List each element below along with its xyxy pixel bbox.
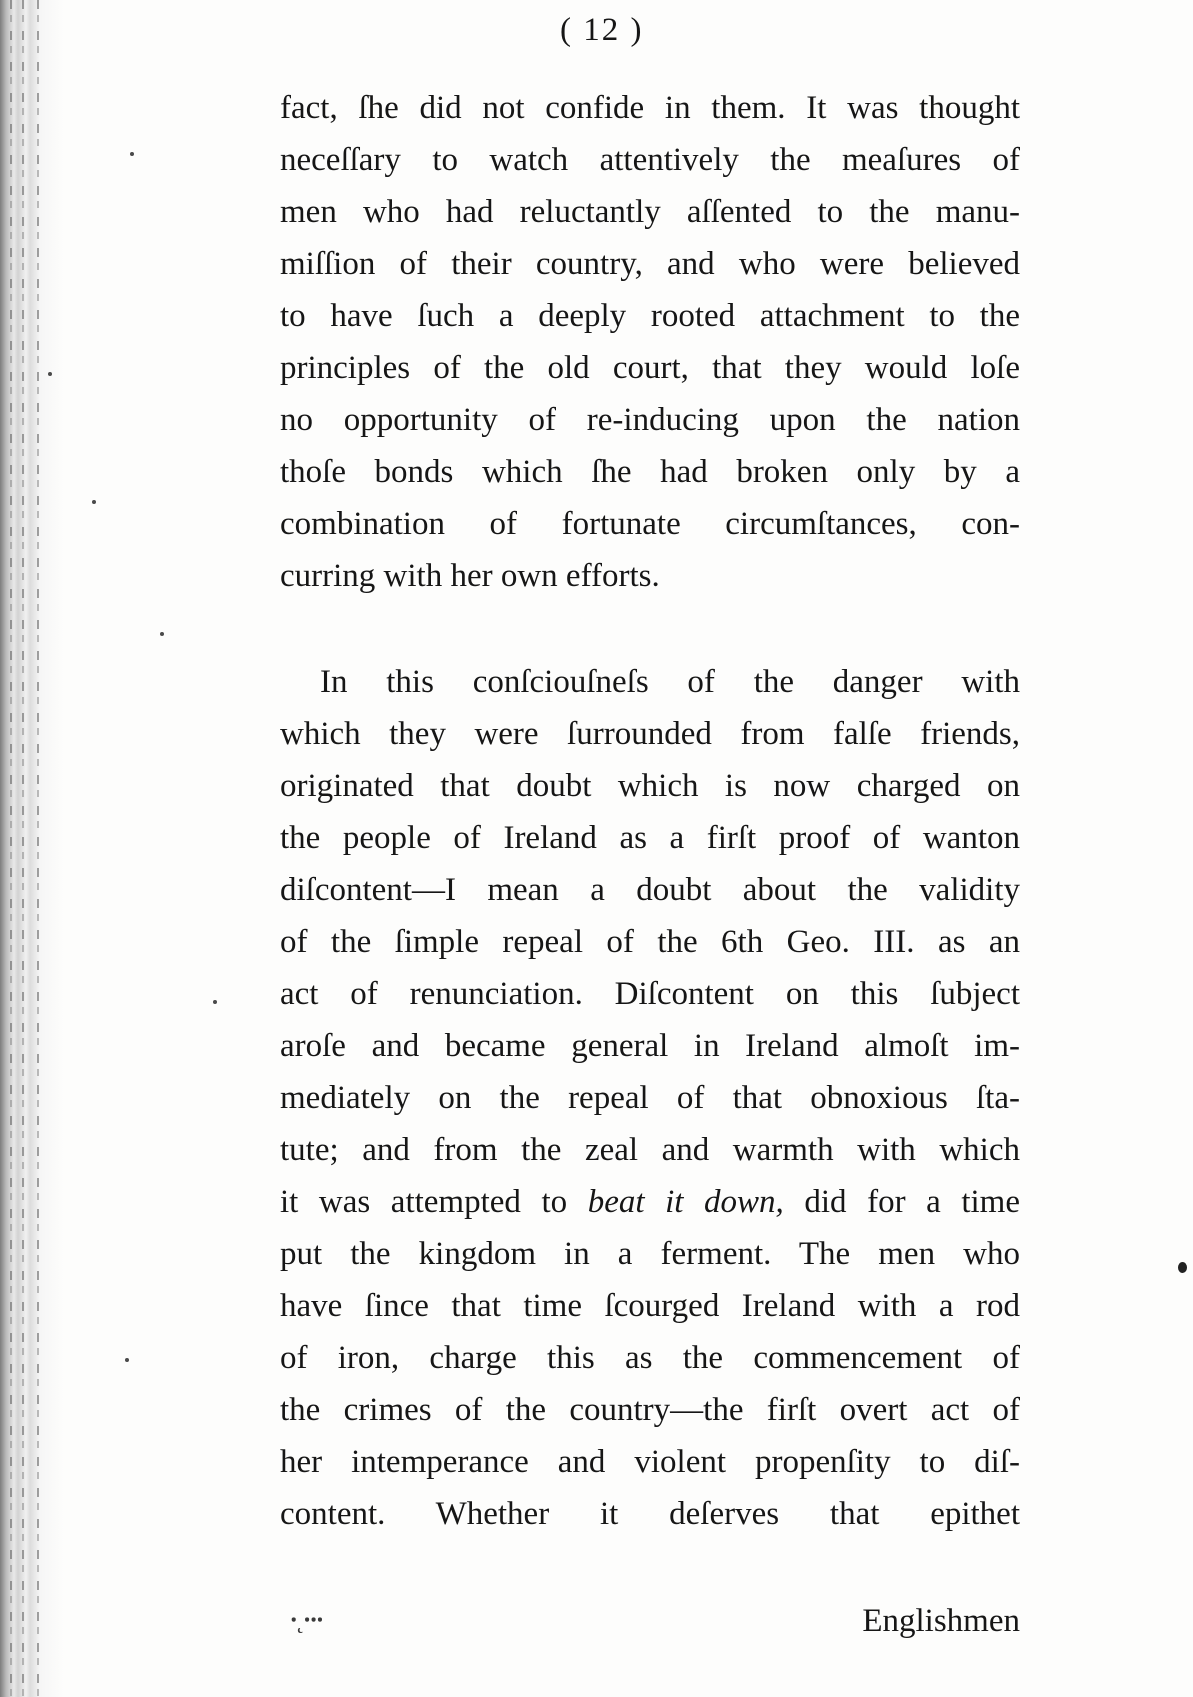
ink-speck	[213, 1000, 217, 1004]
ink-speck	[125, 1358, 129, 1362]
ink-speck	[130, 152, 134, 156]
text-line: thoſe bonds which ſhe had broken only by a	[280, 454, 1020, 490]
ink-speck	[92, 500, 96, 504]
text-line: originated that doubt which is now charged on	[280, 768, 1020, 804]
paragraph-2	[280, 656, 1020, 1540]
text-line: put the kingdom in a ferment. The men who	[280, 1236, 1020, 1272]
text-line: miſſion of their country, and who were believed	[280, 246, 1020, 282]
text-line: of iron, charge this as the commencement of	[280, 1340, 1020, 1376]
text-segment: it was attempted to	[280, 1184, 588, 1220]
text-line: combination of fortunate circumſtances, con-	[280, 506, 1020, 542]
text-line: the people of Ireland as a firſt proof of wanton	[280, 820, 1020, 856]
text-line: of the ſimple repeal of the 6th Geo. III. as an	[280, 924, 1020, 960]
catchword: Englishmen	[862, 1603, 1020, 1639]
text-line: tute; and from the zeal and warmth with which	[280, 1132, 1020, 1168]
text-line: men who had reluctantly aſſented to the manu-	[280, 194, 1020, 230]
text-line: principles of the old court, that they would loſe	[280, 350, 1020, 386]
text-line: In this conſciouſneſs of the danger with	[320, 664, 1020, 700]
gutter-line	[22, 0, 24, 1697]
page-number: ( 12 )	[560, 12, 644, 48]
ink-speck	[1178, 1262, 1187, 1273]
text-line: aroſe and became general in Ireland almoſt im-	[280, 1028, 1020, 1064]
text-segment: did for a time	[783, 1184, 1020, 1220]
catchword-row	[280, 1595, 1020, 1647]
text-line: have ſince that time ſcourged Ireland with a rod	[280, 1288, 1020, 1324]
ink-speck	[48, 372, 52, 376]
text-line: to have ſuch a deeply rooted attachment to the	[280, 298, 1020, 334]
text-line: no opportunity of re-inducing upon the nation	[280, 402, 1020, 438]
text-line: mediately on the repeal of that obnoxious ſta-	[280, 1080, 1020, 1116]
text-line: act of renunciation. Diſcontent on this ſubject	[280, 976, 1020, 1012]
italic-phrase: beat it down,	[587, 1184, 784, 1220]
ink-speck	[160, 632, 164, 636]
gutter-line	[37, 0, 39, 1697]
text-line: the crimes of the country—the firſt overt act of	[280, 1392, 1020, 1428]
text-line: her intemperance and violent propenſity to diſ-	[280, 1444, 1020, 1480]
text-line: fact, ſhe did not confide in them. It was thought	[280, 90, 1020, 126]
text-line: diſcontent—I mean a doubt about the validity	[280, 872, 1020, 908]
text-line: which they were ſurrounded from falſe friends,	[280, 716, 1020, 752]
text-line: curring with her own efforts.	[280, 558, 660, 594]
text-line-with-italic	[280, 1176, 1020, 1228]
ink-blot: ꞏ˛ꞏꞏꞏ	[290, 1608, 323, 1634]
gutter-line	[10, 0, 12, 1697]
paragraph-1	[280, 82, 1020, 602]
text-line: neceſſary to watch attentively the meaſures of	[280, 142, 1020, 178]
text-line: content. Whether it deſerves that epithet	[280, 1496, 1020, 1532]
